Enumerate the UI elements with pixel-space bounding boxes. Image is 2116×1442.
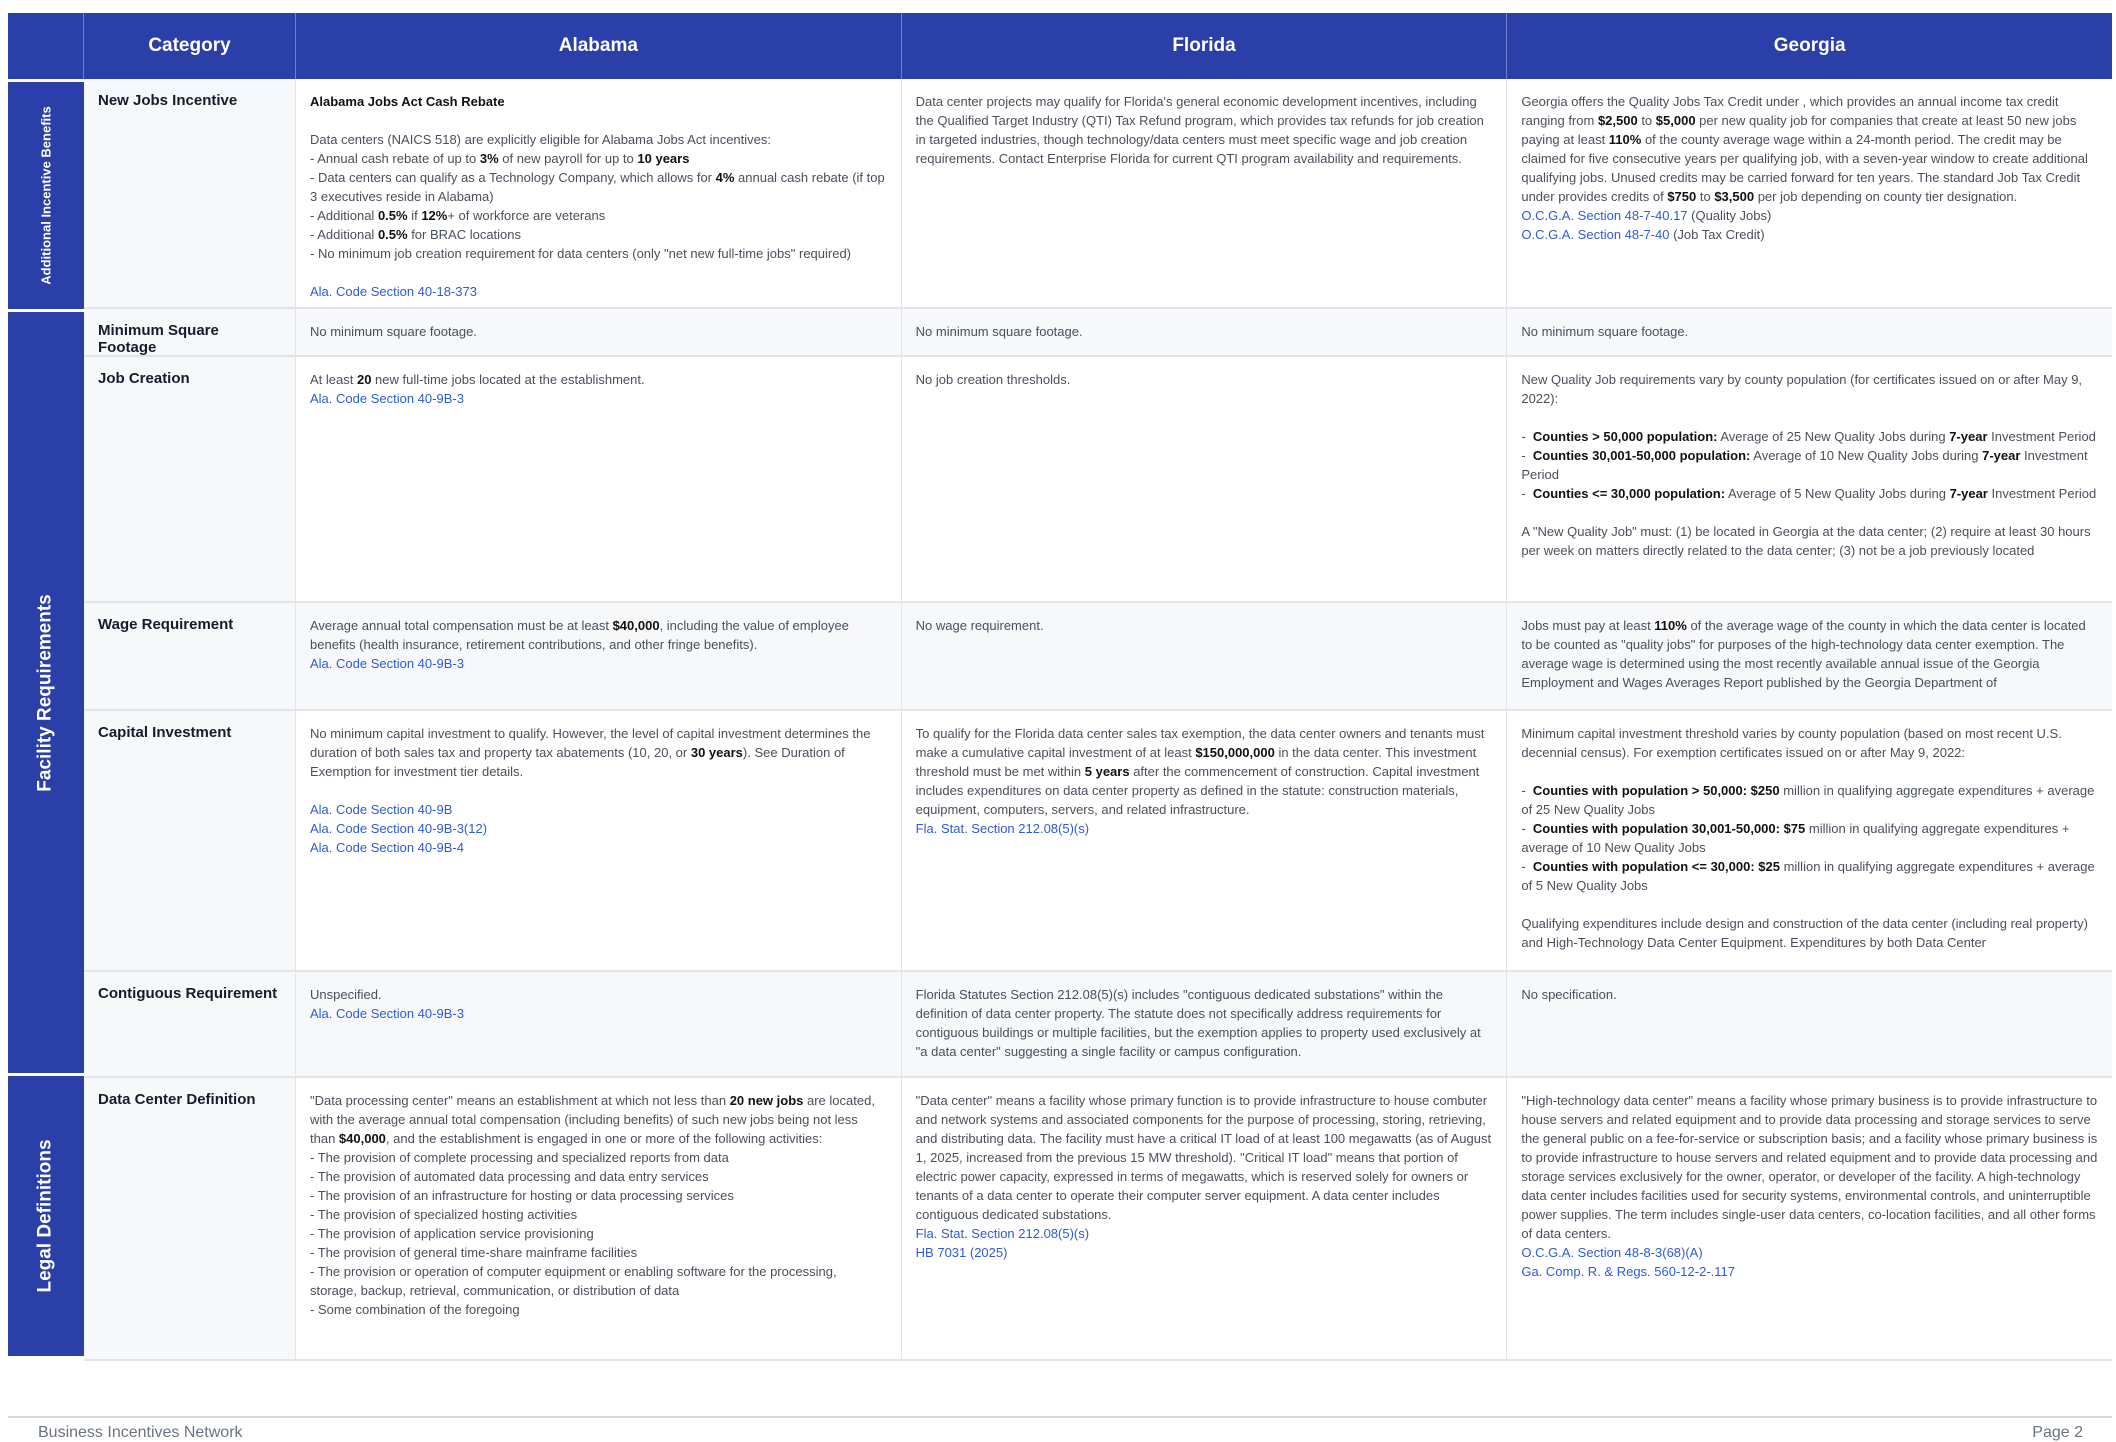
cell-florida: No minimum square footage. [902,309,1508,355]
citation-link[interactable]: Ala. Code Section 40-18-373 [310,284,477,299]
text: "Data processing center" means an establishment at which not less than 20 new jobs are located, with the average annual total compensation (including benefits) of such new jobs being not less than $40,000, and the establishment is engaged in one or more of the following activities: [310,1093,875,1146]
table-row-definition [84,1078,2112,1361]
citation-link[interactable]: O.C.G.A. Section 48-8-3(68)(A) [1521,1245,1703,1260]
cell-florida: Florida Statutes Section 212.08(5)(s) includes "contiguous dedicated substations" within the definition of data center property. The statute does not specifically address requirements for contiguous buildings or multiple facilities, but the exemption applies to property used exclusively at "a data center" suggesting a single facility or campus configuration. [902,972,1508,1076]
header-florida: Florida [902,13,1508,79]
table-body [8,79,2112,1361]
cell-florida [902,79,1508,307]
section-label: Legal Definitions [35,1139,57,1293]
category-label: Data Center Definition [84,1078,296,1359]
cell-title: Alabama Jobs Act Cash Rebate [310,94,505,109]
bullet: - Additional 0.5% for BRAC locations [310,227,522,242]
header-blank [8,13,84,79]
text: To qualify for the Florida data center sales tax exemption, the data center owners and tenants must make a cumulative capital investment of at least $150,000,000 in the data center. This investment threshold must be met within 5 years after the commencement of construction. Capital investment includes expenditures on data center property as defined in the statute: construction materials, equipment, computers, servers, and related infrastructure. [915,726,1485,817]
cell-georgia [1507,79,2112,307]
citation-link[interactable]: Ala. Code Section 40-9B-3 [310,391,464,406]
text: Qualifying expenditures include design and construction of the data center (including real property) and High-Technology Data Center Equipment. Expenditures by both Data Center [1521,916,2088,950]
citation-note: (Job Tax Credit) [1669,227,1765,242]
table-row-min-sqft [84,309,2112,357]
text: Georgia offers the Quality Jobs Tax Credit under , which provides an annual income tax credit ranging from $2,500 to $5,000 per new quality job for companies that create at least 50 new jobs paying at least 110% of the county average wage within a 24-month period. The credit may be claimed for five consecutive years per qualifying job, with a seven-year window to create additional qualifying jobs. Unused credits may be carried forward for ten years. The standard Job Tax Credit under provides credits of $750 to $3,500 per job depending on county tier designation. [1521,94,2088,204]
text: Average annual total compensation must be at least $40,000, including the value of employee benefits (health insurance, retirement contributions, and other fringe benefits). [310,618,849,652]
bullet: - The provision of general time-share mainframe facilities [310,1245,638,1260]
section-band-legal-definitions [8,1073,84,1356]
footer-brand: Business Incentives Network [38,1424,243,1441]
page-number: Page 2 [2032,1424,2083,1441]
table-row-new-jobs [84,79,2112,309]
bullet: - Additional 0.5% if 12%+ of workforce are veterans [310,208,606,223]
text: No minimum capital investment to qualify. However, the level of capital investment determines the duration of both sales tax and property tax abatements (10, 20, or 30 years). See Duration of Exemption for investment tier details. [310,726,871,779]
bullet: - The provision of specialized hosting activities [310,1207,578,1222]
cell-florida [902,1078,1508,1359]
text: New Quality Job requirements vary by county population (for certificates issued on or after May 9, 2022): [1521,372,2083,406]
cell-alabama [296,603,902,709]
bullet: - Counties 30,001-50,000 population: Average of 10 New Quality Jobs during 7-year Investment Period [1521,448,2088,482]
cell-alabama [296,711,902,970]
bullet: - Counties with population <= 30,000: $25 million in qualifying aggregate expenditures + average of 5 New Quality Jobs [1521,859,2095,893]
cell-florida: No job creation thresholds. [902,357,1508,601]
bullet: - Some combination of the foregoing [310,1302,520,1317]
header-category: Category [84,13,296,79]
citation-link[interactable]: Ala. Code Section 40-9B-3 [310,656,464,671]
citation-link[interactable]: Ala. Code Section 40-9B [310,802,453,817]
cell-georgia: No minimum square footage. [1507,309,2112,355]
citation-link[interactable]: O.C.G.A. Section 48-7-40.17 [1521,208,1688,223]
bullet: - Counties <= 30,000 population: Average of 5 New Quality Jobs during 7-year Investment Period [1521,486,2097,501]
citation-link[interactable]: Fla. Stat. Section 212.08(5)(s) [915,821,1090,836]
cell-georgia [1507,711,2112,970]
citation-link[interactable]: Ala. Code Section 40-9B-3(12) [310,821,488,836]
cell-alabama [296,1078,902,1359]
table-header [8,13,2112,79]
citation-link[interactable]: Ga. Comp. R. & Regs. 560-12-2-.117 [1521,1264,1735,1279]
section-band-additional-incentives [8,79,84,309]
text: Data centers (NAICS 518) are explicitly eligible for Alabama Jobs Act incentives: [310,132,771,147]
cell-alabama [296,357,902,601]
bullet: - The provision of an infrastructure for hosting or data processing services [310,1188,734,1203]
bullet: - The provision of application service provisioning [310,1226,594,1241]
bullet: - No minimum job creation requirement for data centers (only "net new full-time jobs" required) [310,246,852,261]
citation-link[interactable]: Fla. Stat. Section 212.08(5)(s) [915,1226,1090,1241]
table-row-wage [84,603,2112,711]
bullet: - Counties with population 30,001-50,000: $75 million in qualifying aggregate expenditures + average of 10 New Quality Jobs [1521,821,2070,855]
cell-georgia [1507,1078,2112,1359]
bullet: - The provision of complete processing and specialized reports from data [310,1150,729,1165]
cell-georgia [1507,603,2112,709]
text: "High-technology data center" means a facility whose primary business is to provide infrastructure to house servers and related equipment and to provide data processing and storage services to serve the general public on a fee-for-service or subscription basis; and a facility whose primary business is to provide infrastructure to house servers and related equipment and to provide data processing and storage services exclusively for the owner, operator, or developer of the facility. A high-technology data center includes facilities used for security systems, environmental controls, and uninterruptible power supplies. The term includes single-user data centers, co-location facilities, and all other forms of data centers. [1521,1093,2098,1241]
table-row-contiguous [84,972,2112,1078]
text: Data center projects may qualify for Florida's general economic development incentives, including the Qualified Target Industry (QTI) Tax Refund program, which provides tax refunds for job creation in targeted industries, though technology/data centers must meet specific wage and job creation requirements. Contact Enterprise Florida for current QTI program availability and requirements. [915,94,1484,166]
bullet: - Data centers can qualify as a Technology Company, which allows for 4% annual cash rebate (if top 3 executives reside in Alabama) [310,170,885,204]
section-band-facility-requirements [8,309,84,1073]
section-label: Facility Requirements [35,593,57,792]
bullet: - The provision of automated data processing and data entry services [310,1169,709,1184]
category-label: Contiguous Requirement [84,972,296,1076]
category-label: Job Creation [84,357,296,601]
cell-alabama: No minimum square footage. [296,309,902,355]
cell-alabama [296,972,902,1076]
cell-alabama [296,79,902,307]
table-row-job-creation [84,357,2112,603]
category-label: New Jobs Incentive [84,79,296,307]
section-label: Additional Incentive Benefits [38,106,54,285]
text: Unspecified. [310,987,382,1002]
bullet: - Counties with population > 50,000: $250 million in qualifying aggregate expenditures + average of 25 New Quality Jobs [1521,783,2095,817]
table-row-capital [84,711,2112,972]
header-alabama: Alabama [296,13,902,79]
cell-florida: No wage requirement. [902,603,1508,709]
category-label: Capital Investment [84,711,296,970]
category-label: Wage Requirement [84,603,296,709]
bullet: - Counties > 50,000 population: Average of 25 New Quality Jobs during 7-year Investment Period [1521,429,2096,444]
text: Jobs must pay at least 110% of the average wage of the county in which the data center is located to be counted as "quality jobs" for purposes of the high-technology data center exemption. The average wage is determined using the most recently available annual issue of the Georgia Employment and Wages Averages Report published by the Georgia Department of [1521,618,2086,690]
header-georgia: Georgia [1773,35,1846,56]
category-label: Minimum Square Footage [84,309,296,355]
text: At least 20 new full-time jobs located at the establishment. [310,372,645,387]
text: A "New Quality Job" must: (1) be located in Georgia at the data center; (2) require at least 30 hours per week on matters directly related to the data center; (3) not be a job previously located [1521,524,2091,558]
cell-georgia: No specification. [1507,972,2112,1076]
citation-link[interactable]: Ala. Code Section 40-9B-3 [310,1006,464,1021]
cell-florida [902,711,1508,970]
text: Minimum capital investment threshold varies by county population (based on most recent U.S. decennial census). For exemption certificates issued on or after May 9, 2022: [1521,726,2062,760]
footer-divider [8,1416,2112,1418]
bullet: - The provision or operation of computer equipment or enabling software for the processing, storage, backup, retrieval, communication, or distribution of data [310,1264,837,1298]
text: "Data center" means a facility whose primary function is to provide infrastructure to house combuter and network systems and associated components for the purpose of processing, storing, retrieving, and distributing data. The facility must have a critical IT load of at least 100 megawatts (as of August 1, 2025, increased from the previous 15 MW threshold). "Critical IT load" means that portion of electric power capacity, expressed in terms of megawatts, which is reserved solely for owners or tenants of a data center to operate their computer server equipment. A data center includes contiguous dedicated substations. [915,1093,1492,1222]
bullet: - Annual cash rebate of up to 3% of new payroll for up to 10 years [310,151,690,166]
citation-link[interactable]: Ala. Code Section 40-9B-4 [310,840,464,855]
citation-note: (Quality Jobs) [1687,208,1772,223]
cell-georgia [1507,357,2112,601]
citation-link[interactable]: O.C.G.A. Section 48-7-40 [1521,227,1670,242]
comparison-table [8,13,2112,1361]
citation-link[interactable]: HB 7031 (2025) [915,1245,1008,1260]
